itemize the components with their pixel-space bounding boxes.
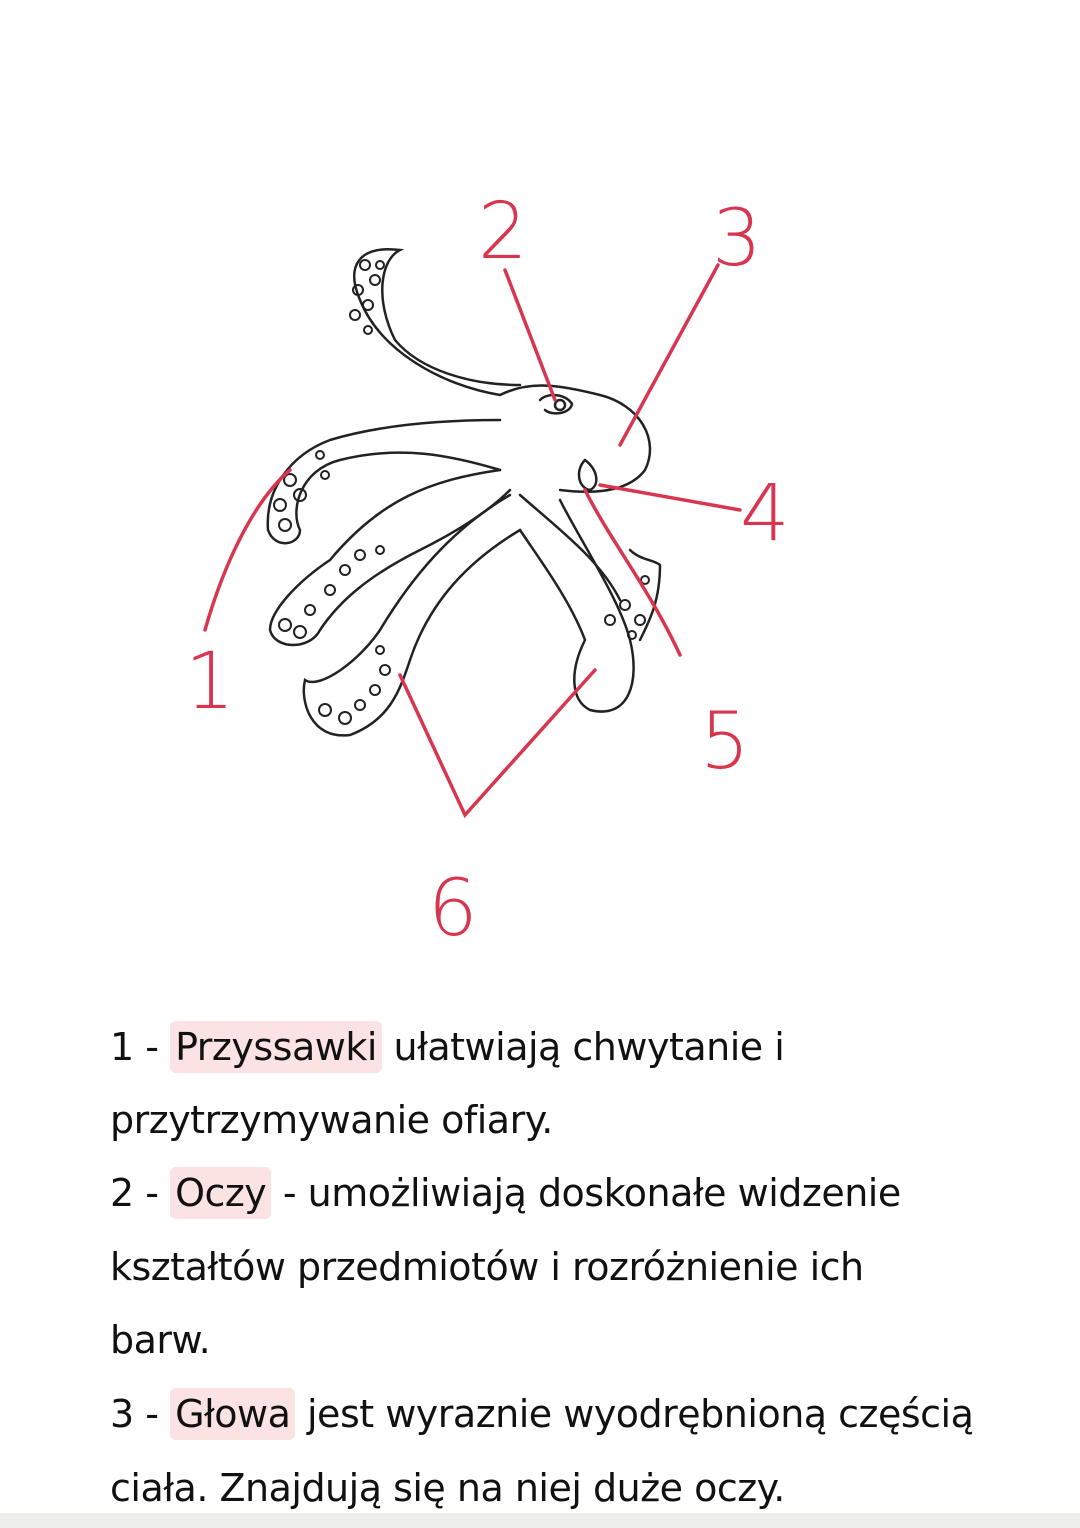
term-highlight: Oczy [170,1167,271,1219]
note-text: ułatwiają chwytanie i [381,1025,785,1069]
note-line [110,1022,784,1072]
note-line: kształtów przedmiotów i rozróżnienie ich [110,1245,864,1289]
note-number: 3 - [110,1392,159,1436]
label-2: 2 [478,187,528,277]
note-text: jest wyraznie wyodrębnioną częścią [295,1392,974,1436]
label-4: 4 [740,469,790,559]
label-1: 1 [185,637,235,727]
label-3: 3 [712,194,762,284]
term-highlight: Głowa [170,1388,295,1440]
term-highlight: Przyssawki [170,1021,382,1073]
label-5: 5 [700,697,750,787]
annotation-lines [205,265,740,815]
octopus-drawing [268,249,660,735]
note-line [110,1168,901,1218]
note-line: przytrzymywanie ofiary. [110,1098,553,1142]
note-line: ciała. Znajdują się na niej duże oczy. [110,1466,785,1510]
bottom-edge [0,1513,1080,1528]
note-number: 1 - [110,1025,159,1069]
label-6: 6 [428,864,478,954]
note-line [110,1389,973,1439]
note-text: - umożliwiają doskonałe widzenie [271,1171,901,1215]
note-number: 2 - [110,1171,159,1215]
note-line: barw. [110,1318,211,1362]
